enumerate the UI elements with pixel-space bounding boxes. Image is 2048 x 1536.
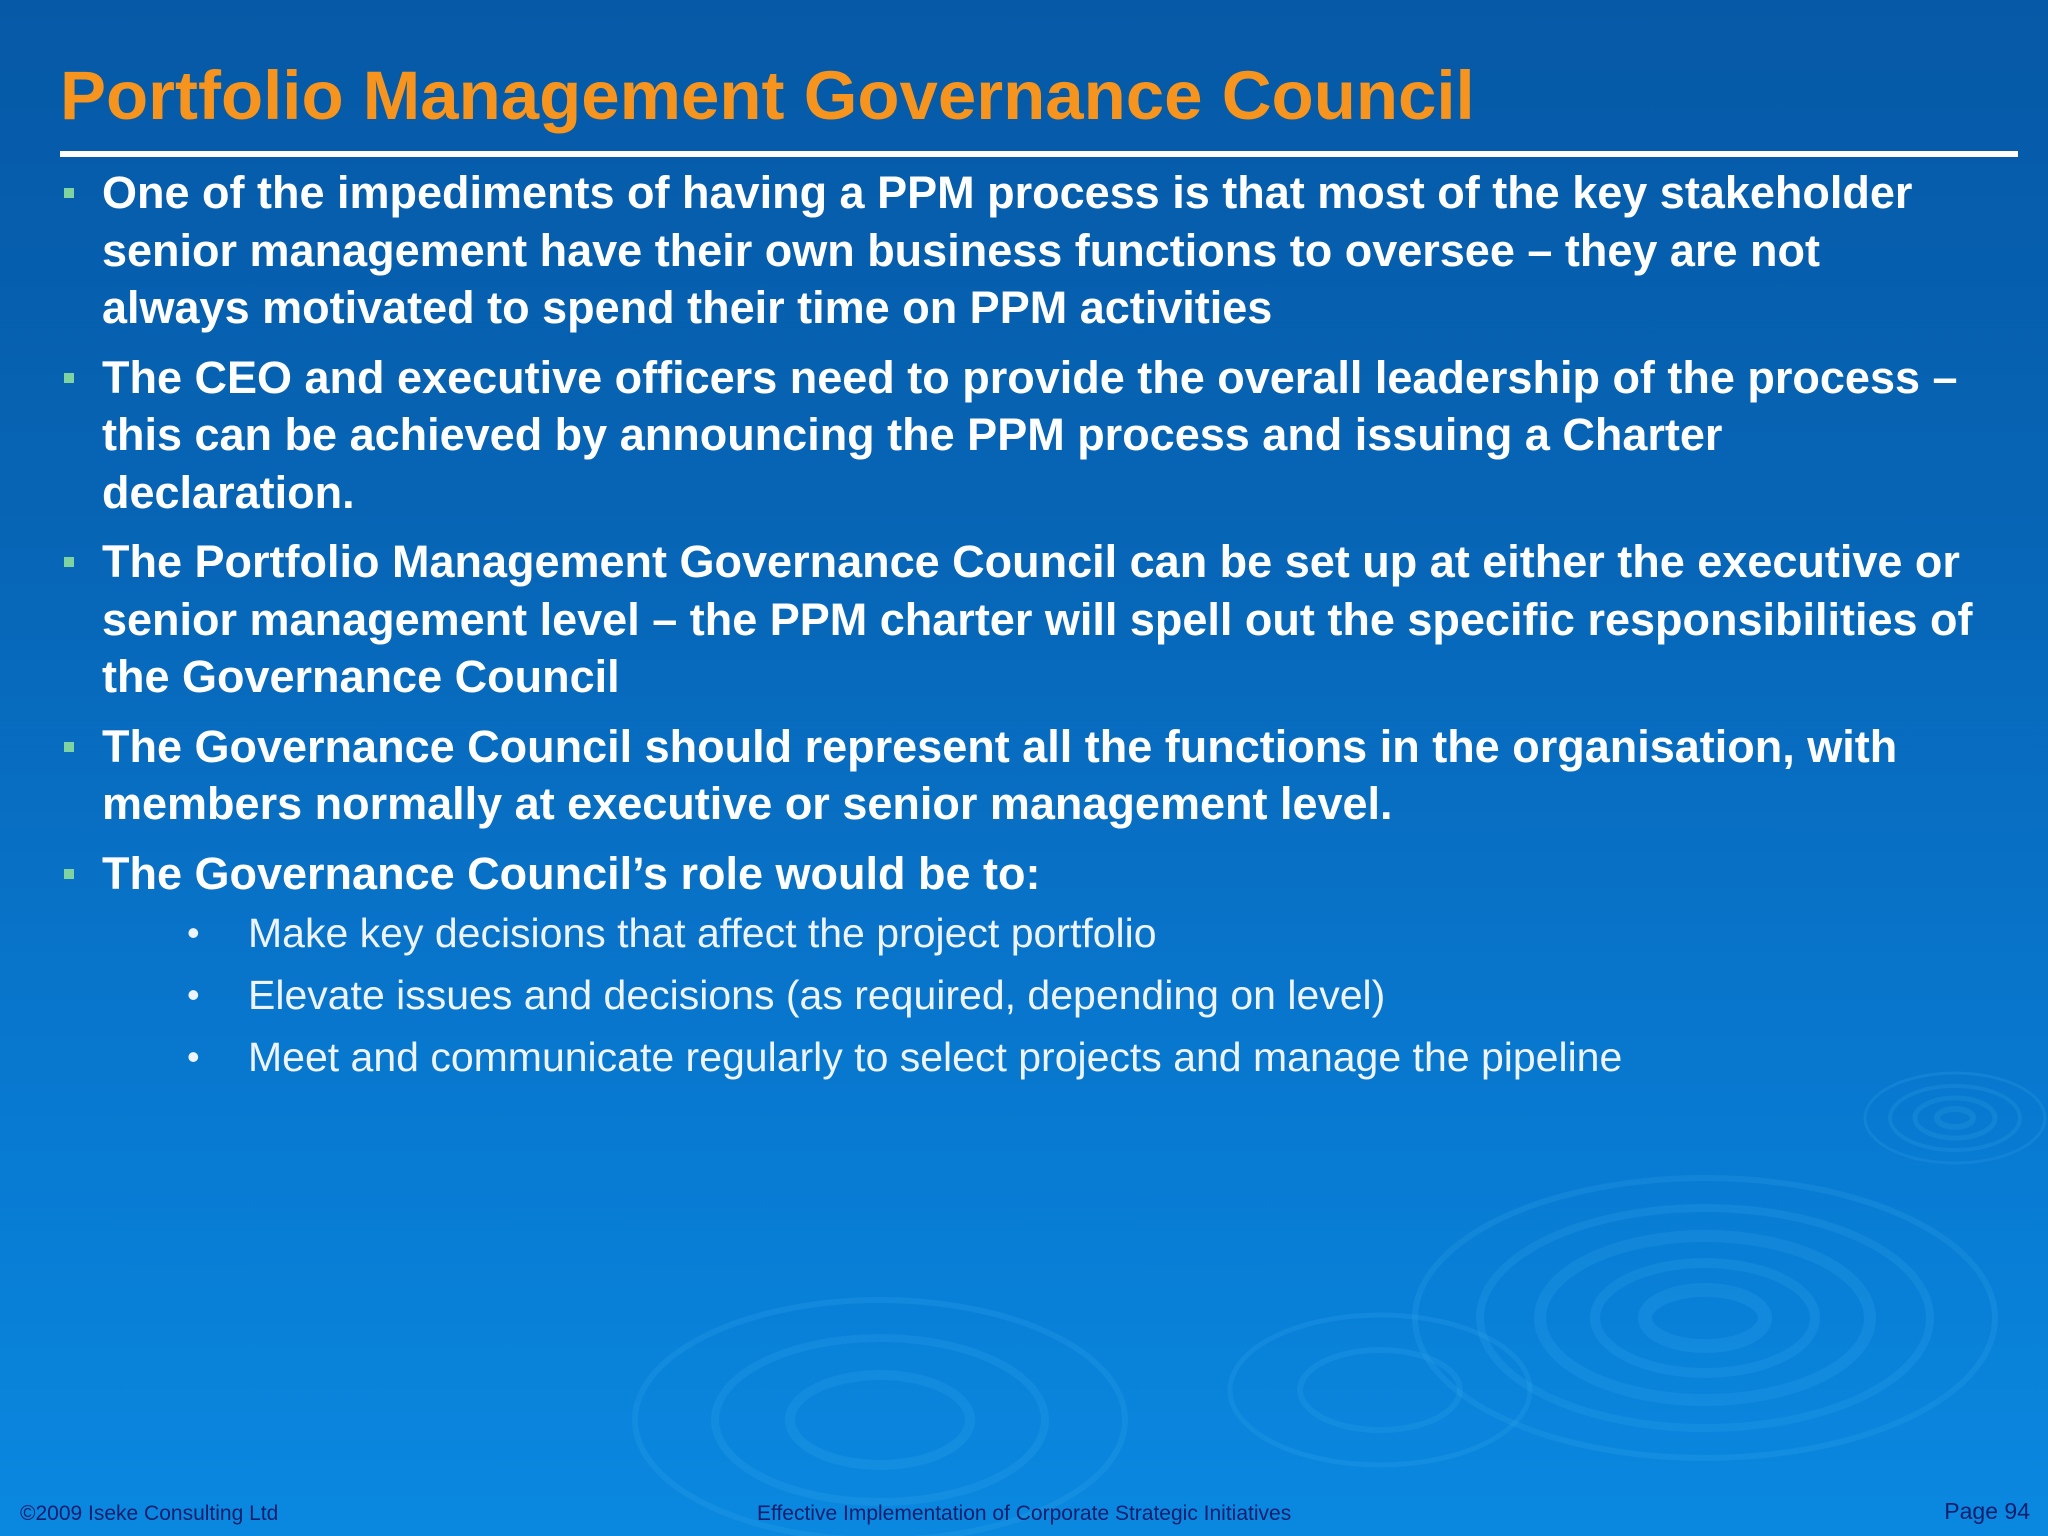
bullet-item — [60, 349, 1980, 522]
bullet-text: The Governance Council’s role would be to: — [102, 847, 1041, 899]
footer-copyright: ©2009 Iseke Consulting Ltd — [20, 1502, 279, 1525]
footer-page-number: Page 94 — [1944, 1498, 2030, 1524]
sub-bullet-item — [102, 964, 1980, 1026]
sub-bullet-text: Elevate issues and decisions (as required, depending on level) — [248, 972, 1386, 1018]
round-bullet-icon: • — [187, 912, 200, 953]
bullet-list — [60, 164, 1980, 1100]
sub-bullet-text: Make key decisions that affect the project portfolio — [248, 910, 1157, 956]
sub-bullet-item — [102, 902, 1980, 964]
bullet-item — [60, 164, 1980, 337]
bullet-text: The CEO and executive officers need to provide the overall leadership of the process – this can be achieved by announcing the PPM process and issuing a Charter declaration. — [102, 351, 1958, 518]
footer-course-title: Effective Implementation of Corporate Strategic Initiatives — [757, 1502, 1292, 1525]
bullet-item — [60, 533, 1980, 706]
square-bullet-icon — [64, 742, 74, 752]
bullet-text: The Governance Council should represent all the functions in the organisation, with members normally at executive or senior management level. — [102, 720, 1898, 829]
bullet-item — [60, 845, 1980, 1089]
sub-bullet-text: Meet and communicate regularly to select projects and manage the pipeline — [248, 1034, 1623, 1080]
sub-bullet-item — [102, 1026, 1980, 1088]
slide-title: Portfolio Management Governance Council — [60, 57, 1475, 134]
bullet-text: The Portfolio Management Governance Council can be set up at either the executive or senior management level – the PPM charter will spell out the specific responsibilities of the Governance Council — [102, 536, 1973, 702]
square-bullet-icon — [64, 557, 74, 567]
sub-bullet-list — [102, 902, 1980, 1088]
round-bullet-icon: • — [187, 1036, 200, 1077]
round-bullet-icon: • — [187, 974, 200, 1015]
title-divider — [60, 151, 2018, 157]
square-bullet-icon — [64, 188, 74, 198]
square-bullet-icon — [64, 373, 74, 383]
bullet-item — [60, 718, 1980, 833]
bullet-text: One of the impediments of having a PPM process is that most of the key stakeholder senior management have their own business functions to oversee – they are not always motivated to spend their time on PPM activities — [102, 167, 1913, 333]
square-bullet-icon — [64, 869, 74, 879]
